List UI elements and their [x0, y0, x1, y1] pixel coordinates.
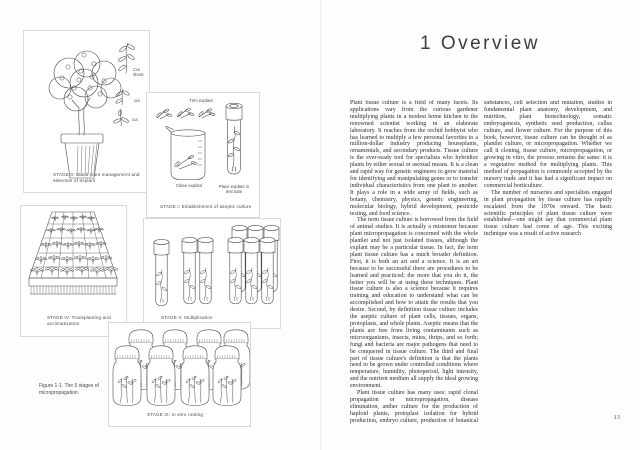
page-number: 13	[613, 414, 620, 421]
figure-caption: Figure 1-1. The 5 stages of micropropagation.	[39, 383, 99, 397]
caption-stage4: STAGE IV: Transplanting and acclimatization	[47, 315, 111, 327]
paragraph: Plant tissue culture has many uses: rapid clonal propagation or micropropagation, disease elimination, anther culture for the production of haploid plants, protoplast isolation for hybrid production, embryo culture, production of botanical substances, cell selection and mutation, studies in fundamental plant anatomy, development, and nutrition, plant biotechnology, somatic embryogenesis, synthetic seed production, callus culture, and flower culture. For the purpose of this book, however, tissue culture can be thought of as plantlet culture, or micropropagation. Whether we call it cloning, tissue culture, micropropagation, or growing in vitro, the process remains the same: it is a vegetative method for multiplying plants. This method of propagation is commonly accepted by the nursery trade and it has had a significant impact on commercial horticulture.	[350, 100, 612, 424]
chapter-title: 1 Overview	[419, 33, 541, 54]
figure-panel-stage1	[146, 92, 260, 218]
page-gutter-divider	[320, 0, 321, 450]
label-place-explant: Place explant in test tube	[218, 184, 250, 195]
rooting-jars-illustration	[109, 323, 250, 426]
label-cut-1: cut	[134, 98, 140, 103]
paragraph: The number of nurseries and specialists engaged in plant propagation by tissue culture has rapidly escalated from the 1970s onward. The basic scientific principles of plant tissue culture were established—one might say that commercial plant tissue culture had come of age. This exciting technique was a result of active research	[484, 189, 612, 238]
label-trim-explant: Trim explant	[189, 98, 213, 103]
label-clean-explant: Clean explant	[175, 183, 203, 188]
figure-panel-stage4	[20, 205, 127, 337]
caption-stage2: STAGE II: Multiplication	[161, 315, 213, 320]
caption-stage1: STAGE I: Establishment of aseptic culture	[160, 204, 252, 209]
caption-stage3: STAGE III: In vitro rooting	[147, 412, 204, 417]
figure-panel-stage3	[108, 322, 251, 427]
caption-stage0: STAGE 0: Stock plant management and selection of explant	[53, 172, 140, 184]
multiplication-tubes-illustration	[144, 219, 280, 328]
paragraph: Plant tissue culture is a field of many facets. Its applications vary from the curious gardener multiplying plants in a modest home kitchen to the renowned scientist working in an elaborate laboratory. It reaches from the orchid hobbyist who has learned to multiply a few personal favorites to a million-dollar industry producing houseplants, ornamentals, and secondary products. Tissue culture is the ever-ready tool for specialists who hybridize plants by either sexual or asexual means. It is a clean and rapid way for genetic engineers to grow material for identifying and manipulating genes or to transfer individual characteristics from one plant to another. It plays a role in a wide array of fields, such as botany, chemistry, physics, genetic engineering, molecular biology, hybrid development, pesticide testing, and food science.	[350, 100, 478, 217]
body-text-columns	[350, 100, 612, 425]
aseptic-culture-illustration	[147, 93, 259, 217]
label-cut-shoot: Cut shoot	[133, 67, 144, 78]
paragraph: The term tissue culture is borrowed from the field of animal studies. It is actually a misnomer because plant micropropagation is concerned with the whole plantlet and not just isolated tissues, although the explant may be a particular tissue. In fact, the term plant tissue culture has a much broader definition. First, it is both an art and a science. It is an art because to be successful there are procedures to be learned and practiced; the more that you do it, the better you will be at using these techniques. Plant tissue culture is also a science because it requires training and education to understand what can be accomplished and how to attain the results that you desire. Second, by definition tissue culture includes the aseptic culture of plant cells, tissues, organs, protoplasts, and whole plants. Aseptic means that the plants are free from living contaminants such as microorganisms, insects, mites, thrips, and so forth; fungi and bacteria are major pathogens that need to be conquered in tissue culture. The third and final part of tissue culture's definition is that the plants need to be grown under controlled conditions where temperature, humidity, photoperiod, light intensity, and the nutrient medium all supply the ideal growing environment.	[350, 217, 478, 390]
label-cut-2: cut	[132, 117, 138, 122]
figure-panel-stage2	[143, 218, 281, 329]
stock-plant-illustration	[24, 31, 149, 192]
figure-panel-stage0	[23, 30, 150, 193]
